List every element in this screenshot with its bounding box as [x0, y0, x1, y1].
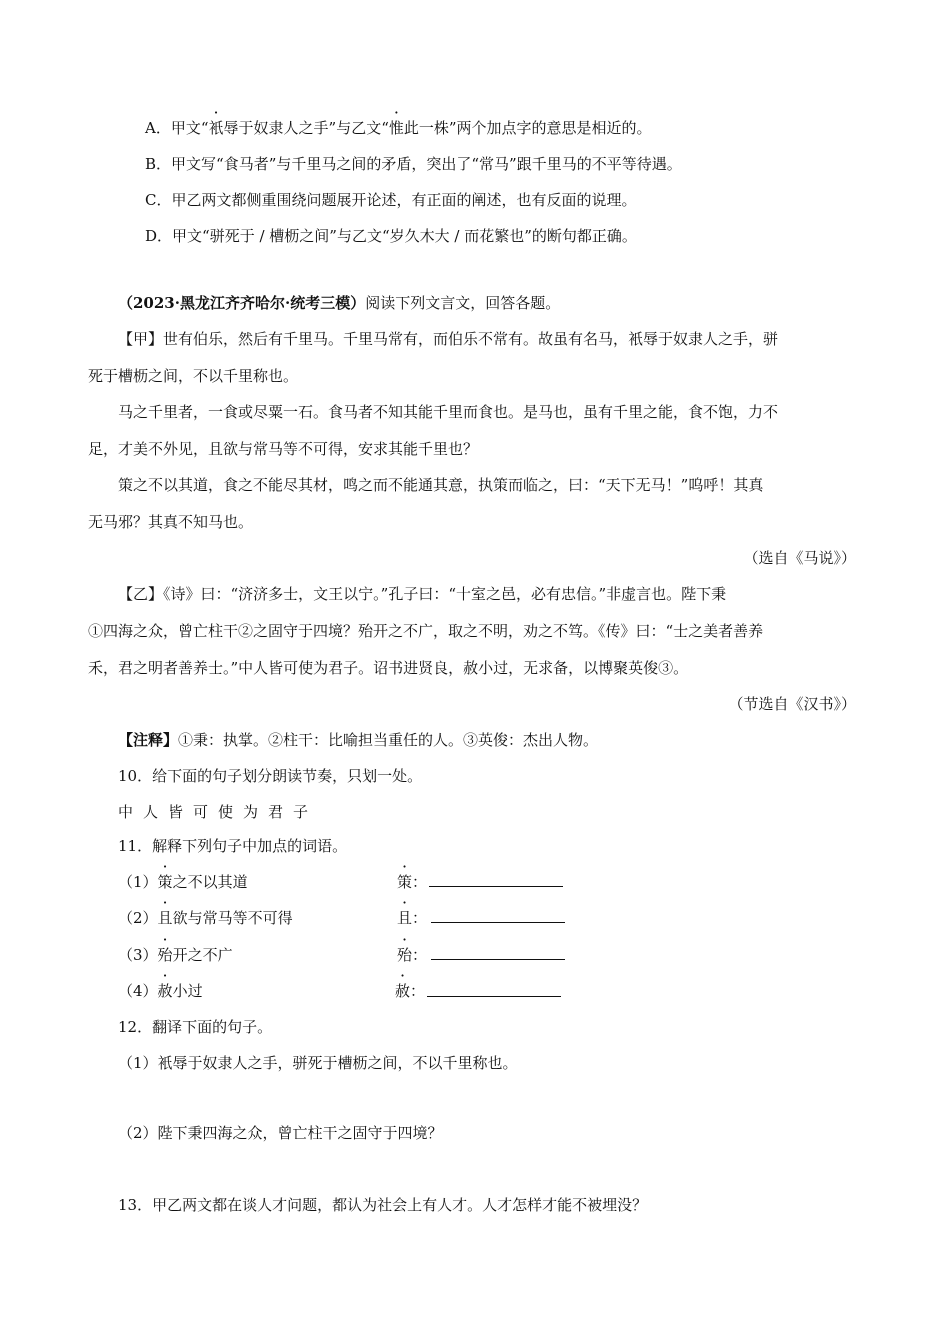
jia-p2-line2: 足，才美不外见，且欲与常马等不可得，安求其能千里也？	[88, 440, 479, 458]
jia-p1-line2: 死于槽枥之间，不以千里称也。	[88, 367, 299, 385]
jia-p2-line1: 马之千里者，一食或尽粟一石。食马者不知其能千里而食也。是马也，虽有千里之能，食不饱，力不	[118, 403, 779, 421]
question-12-sentence-2: （2）陛下秉四海之众，曾亡柱干之固守于四境？	[118, 1124, 443, 1142]
option-a: A．甲文“衹辱于奴隶人之手”与乙文“惟此一株”两个加点字的意思是相近的。	[145, 119, 652, 137]
answer-label-3: 殆：	[397, 946, 428, 964]
rhythm-char: 皆	[168, 803, 184, 821]
annotation: 【注释】①秉：执掌。②柱干：比喻担当重任的人。③英俊：杰出人物。	[118, 731, 599, 749]
answer-label-2: 且：	[397, 909, 428, 927]
jia-p1-line1: 【甲】世有伯乐，然后有千里马。千里马常有，而伯乐不常有。故虽有名马，衹辱于奴隶人之手，骈	[118, 330, 779, 348]
question-11-item-4: （4）赦小过	[118, 982, 203, 1000]
question-12-title: 12．翻译下面的句子。	[118, 1018, 273, 1036]
dotted-char: 衹	[208, 119, 224, 137]
dotted-char: 赦	[157, 982, 173, 1000]
rhythm-char: 中	[118, 803, 134, 821]
rhythm-char: 人	[143, 803, 159, 821]
question-13-title: 13．甲乙两文都在谈人才问题，都认为社会上有人才。人才怎样才能不被埋没？	[118, 1196, 648, 1214]
question-10-title: 10．给下面的句子划分朗读节奏，只划一处。	[118, 767, 423, 785]
source-heading: （2023·黑龙江齐齐哈尔·统考三模）阅读下列文言文，回答各题。	[118, 294, 561, 312]
yi-line3: 禾，君之明者善养士。”中人皆可使为君子。诏书进贤良，赦小过，无求备，以博聚英俊③。	[88, 659, 689, 677]
question-11-item-1: （1）策之不以其道	[118, 873, 248, 891]
rhythm-char: 君	[268, 803, 284, 821]
option-b: B．甲文写“食马者”与千里马之间的矛盾，突出了“常马”跟千里马的不平等待遇。	[145, 155, 682, 173]
yi-line2: ①四海之众，曾亡柱干②之固守于四境？殆开之不广，取之不明，劝之不笃。《传》曰：“士之美者善养	[88, 622, 764, 640]
question-10-sentence	[118, 801, 318, 823]
dotted-char: 惟	[388, 119, 404, 137]
question-11-title: 11．解释下列句子中加点的词语。	[118, 837, 348, 855]
jia-citation: （选自《马说》）	[743, 549, 856, 567]
question-11-item-2: （2）且欲与常马等不可得	[118, 909, 293, 927]
rhythm-char: 可	[193, 803, 209, 821]
answer-label-4: 赦：	[395, 982, 426, 1000]
dotted-char: 殆	[157, 946, 173, 964]
rhythm-char: 子	[293, 803, 309, 821]
yi-citation: （节选自《汉书》）	[728, 695, 856, 713]
answer-blank-4[interactable]	[427, 996, 561, 997]
dotted-char: 策	[157, 873, 173, 891]
jia-p3-line1: 策之不以其道，食之不能尽其材，鸣之而不能通其意，执策而临之，曰：“天下无马！”呜呼！其真	[118, 476, 764, 494]
answer-blank-2[interactable]	[431, 922, 565, 923]
question-11-item-3: （3）殆开之不广	[118, 946, 233, 964]
rhythm-char: 为	[243, 803, 259, 821]
question-12-sentence-1: （1）衹辱于奴隶人之手，骈死于槽枥之间，不以千里称也。	[118, 1054, 518, 1072]
option-d: D．甲文“骈死于 / 槽枥之间”与乙文“岁久木大 / 而花繁也”的断句都正确。	[145, 227, 637, 245]
yi-line1: 【乙】《诗》曰：“济济多士，文王以宁。”孔子曰：“十室之邑，必有忠信。”非虚言也。陛下秉	[118, 585, 727, 603]
jia-p3-line2: 无马邪？其真不知马也。	[88, 513, 254, 531]
answer-blank-1[interactable]	[429, 886, 563, 887]
rhythm-char: 使	[218, 803, 234, 821]
dotted-char: 且	[157, 909, 173, 927]
option-c: C．甲乙两文都侧重围绕问题展开论述，有正面的阐述，也有反面的说理。	[145, 191, 637, 209]
answer-blank-3[interactable]	[431, 959, 565, 960]
answer-label-1: 策：	[397, 873, 428, 891]
